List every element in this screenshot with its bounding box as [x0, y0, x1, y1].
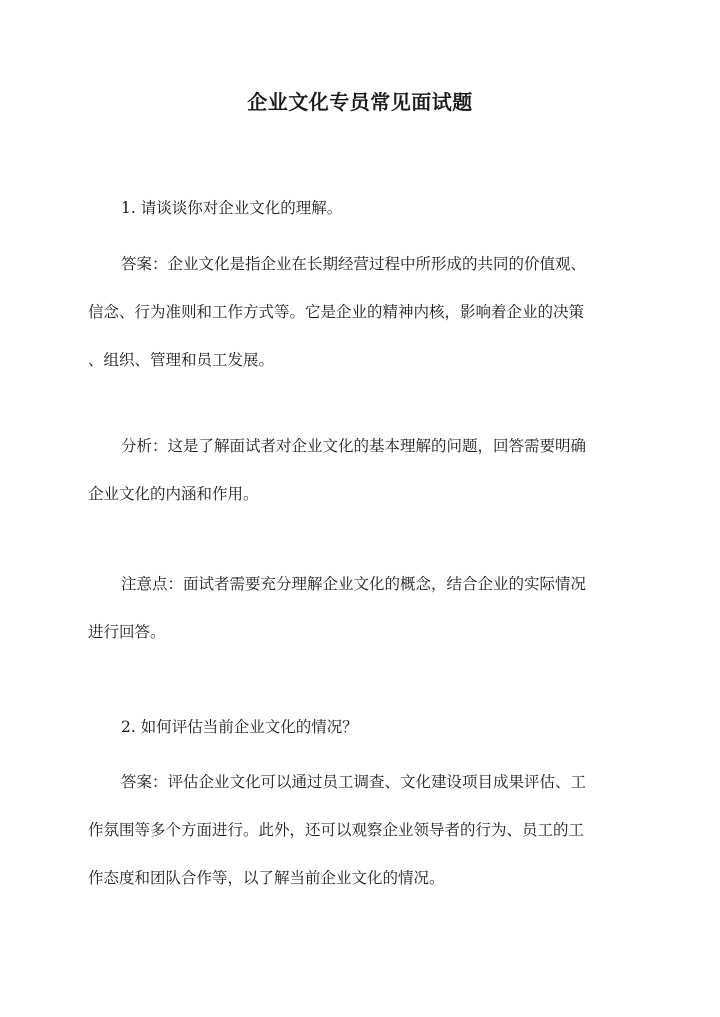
note-1-line-2: 进行回答。 [88, 623, 166, 641]
note-1 [88, 560, 636, 656]
answer-1-line-3: 、组织、管理和员工发展。 [88, 351, 275, 369]
analysis-1-line-2: 企业文化的内涵和作用。 [88, 485, 259, 503]
note-1-line-1: 注意点：面试者需要充分理解企业文化的概念，结合企业的实际情况 [121, 575, 587, 593]
question-1-text: 1. 请谈谈你对企业文化的理解。 [121, 199, 343, 217]
answer-2-line-2: 作氛围等多个方面进行。此外，还可以观察企业领导者的行为、员工的工 [88, 821, 585, 839]
question-1 [88, 184, 636, 232]
answer-2-line-1: 答案：评估企业文化可以通过员工调查、文化建设项目成果评估、工 [121, 773, 587, 791]
analysis-1-line-1: 分析：这是了解面试者对企业文化的基本理解的问题，回答需要明确 [121, 437, 587, 455]
answer-1-line-2: 信念、行为准则和工作方式等。它是企业的精神内核，影响着企业的决策 [88, 303, 585, 321]
answer-2 [88, 758, 636, 902]
answer-2-line-3: 作态度和团队合作等，以了解当前企业文化的情况。 [88, 869, 445, 887]
question-2 [88, 703, 636, 751]
question-2-text: 2. 如何评估当前企业文化的情况？ [121, 718, 358, 736]
page-title: 企业文化专员常见面试题 [247, 90, 473, 114]
analysis-1 [88, 422, 636, 518]
answer-1 [88, 240, 636, 384]
answer-1-line-1: 答案：企业文化是指企业在长期经营过程中所形成的共同的价值观、 [121, 255, 587, 273]
